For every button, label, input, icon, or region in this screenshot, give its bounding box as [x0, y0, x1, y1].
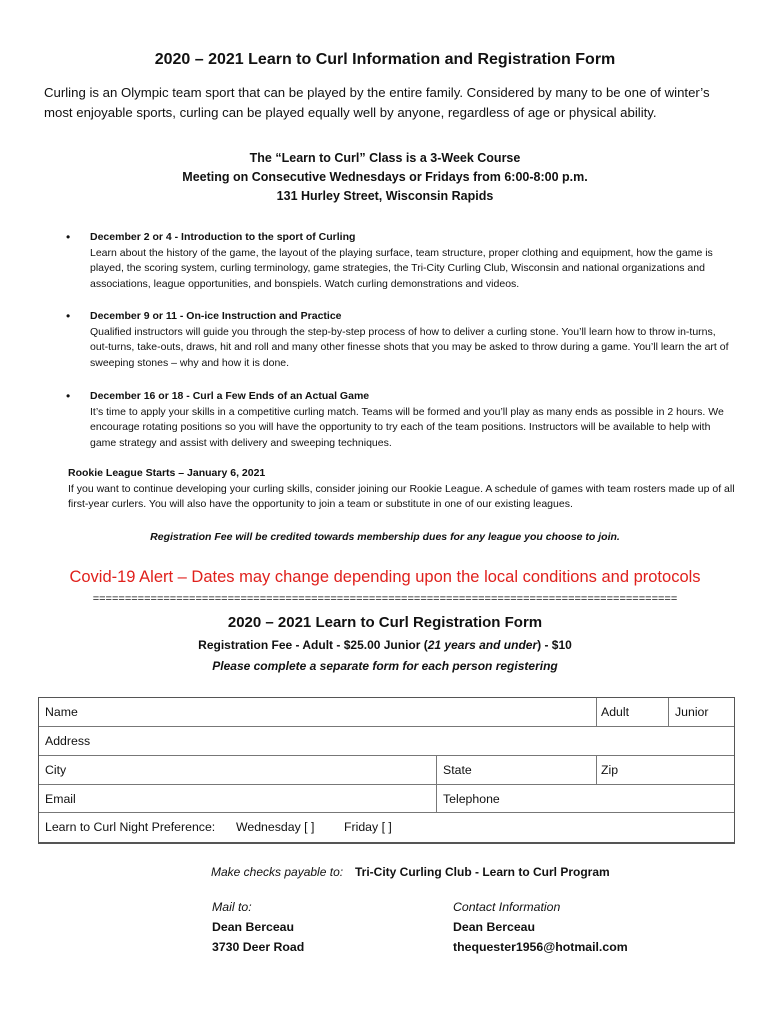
registration-form-table: [38, 697, 735, 844]
course-line-2: Meeting on Consecutive Wednesdays or Fridays from 6:00-8:00 p.m.: [182, 170, 588, 184]
page-title: 2020 – 2021 Learn to Curl Information and Registration Form: [154, 51, 616, 68]
contact-block: [453, 897, 628, 957]
row-divider: [39, 726, 734, 727]
column-divider: [596, 698, 597, 727]
session-2-heading: December 9 or 11 - On-ice Instruction and Practice: [90, 310, 342, 322]
registration-note: Please complete a separate form for each person registering: [212, 659, 558, 673]
row-divider: [39, 812, 734, 813]
mail-to-address: 3730 Deer Road: [212, 940, 305, 954]
column-divider: [436, 755, 437, 813]
course-line-1: The “Learn to Curl” Class is a 3-Week Course: [249, 151, 521, 165]
rookie-league-heading: Rookie League Starts – January 6, 2021: [68, 467, 266, 479]
zip-field[interactable]: Zip: [601, 763, 619, 777]
address-field[interactable]: Address: [45, 734, 91, 748]
fee-credit-note: Registration Fee will be credited towards membership dues for any league you choose to join.: [150, 531, 620, 543]
bullet-icon: •: [66, 389, 71, 403]
covid-alert: Covid-19 Alert – Dates may change depending upon the local conditions and protocols: [69, 568, 701, 586]
adult-field[interactable]: Adult: [601, 705, 630, 719]
bullet-icon: •: [66, 309, 71, 323]
mail-to-heading: Mail to:: [212, 900, 252, 914]
session-3-description: It’s time to apply your skills in a competitive curling match. Teams will be formed and you’ll play as many ends as possible in 2 hours. We encourage rotating positions so you will have the opportunity to try each of the team positions. Instructors will be available to help with game strategy and assist with delivery and sweeping techniques.: [90, 405, 724, 450]
contact-email[interactable]: thequester1956@hotmail.com: [453, 940, 628, 954]
rookie-league-section: [68, 466, 736, 513]
city-field[interactable]: City: [45, 763, 67, 777]
state-field[interactable]: State: [443, 763, 472, 777]
session-2-description: Qualified instructors will guide you through the step-by-step process of how to deliver a curling stone. You’ll learn how to throw in-turns, out-turns, take-outs, draws, hit and roll and many other finesse shots that you may be asked to throw during a game. You’ll learn the art of sweeping stones – why and how it is done.: [90, 325, 729, 370]
name-field[interactable]: Name: [45, 705, 78, 719]
session-1-heading: December 2 or 4 - Introduction to the sport of Curling: [90, 231, 356, 243]
fee-prefix: Registration Fee - Adult - $25.00 Junior (: [198, 638, 428, 652]
rookie-league-description: If you want to continue developing your curling skills, consider joining our Rookie League. A schedule of games with team rosters made up of all first-year curlers. You will also have the opportunity to join a team or substitute in one of our existing leagues.: [68, 482, 735, 511]
separator-line: ===========================================================================================: [92, 593, 678, 605]
night-preference-label: Learn to Curl Night Preference:: [45, 820, 216, 834]
intro-paragraph: Curling is an Olympic team sport that can be played by the entire family. Considered by many to be one of winter’s most enjoyable sports, curling can be played equally well by anyone, regardless of age or physical ability.: [44, 85, 710, 120]
email-field[interactable]: Email: [45, 792, 76, 806]
contact-heading: Contact Information: [453, 900, 561, 914]
friday-checkbox[interactable]: Friday [ ]: [344, 820, 392, 834]
mail-to-name: Dean Berceau: [212, 920, 295, 934]
row-divider: [39, 784, 734, 785]
course-address: 131 Hurley Street, Wisconsin Rapids: [276, 189, 494, 203]
session-3-heading: December 16 or 18 - Curl a Few Ends of an Actual Game: [90, 390, 370, 402]
column-divider: [596, 755, 597, 785]
junior-field[interactable]: Junior: [675, 705, 709, 719]
registration-title: 2020 – 2021 Learn to Curl Registration Form: [227, 614, 543, 631]
fee-junior-age: 21 years and under: [427, 638, 538, 652]
checks-label: Make checks payable to:: [211, 865, 344, 879]
mail-to-block: [212, 897, 304, 957]
checks-payee: Tri-City Curling Club - Learn to Curl Program: [355, 865, 610, 879]
column-divider: [668, 698, 669, 727]
wednesday-checkbox[interactable]: Wednesday [ ]: [236, 820, 315, 834]
row-divider: [39, 755, 734, 756]
fee-suffix: ) - $10: [537, 638, 572, 652]
contact-name: Dean Berceau: [453, 920, 536, 934]
session-1-description: Learn about the history of the game, the layout of the playing surface, team structure, proper clothing and equipment, how the game is played, the scoring system, curling terminology, game strategies, the Tri-City Curling Club, Wisconsin and national organizations and associations, league opportunities, and bonspiels. Watch curling demonstrations and videos.: [90, 246, 713, 291]
bullet-icon: •: [66, 230, 71, 244]
registration-fee: [0, 638, 770, 652]
telephone-field[interactable]: Telephone: [443, 792, 500, 806]
